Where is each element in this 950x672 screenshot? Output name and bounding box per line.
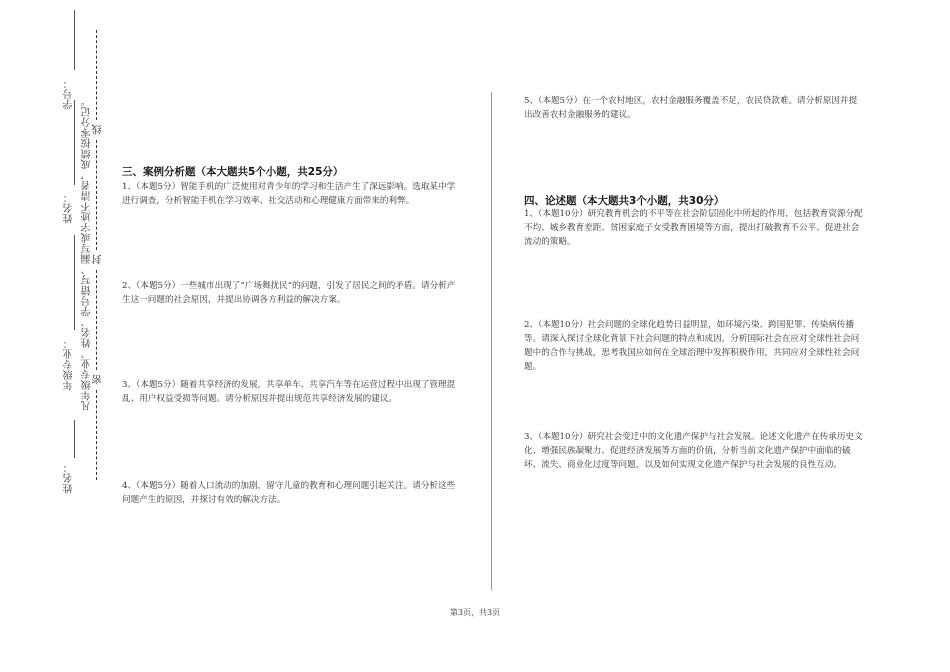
binding-notice: 凡年级专业、姓名、学号错写、漏写或字迹不清者，成绩按零分记。 <box>82 96 93 411</box>
case-question-3: 3、（本题5分）随着共享经济的发展，共享单车、共享汽车等在运营过程中出现了管理混乱、用户权益受损等问题。请分析原因并提出规范共享经济发展的建议。 <box>122 380 456 404</box>
seal-line-bottom <box>96 390 97 480</box>
case-question-5: 5、（本题5分）在一个农村地区，农村金融服务覆盖不足，农民贷款难。请分析原因并提出改善农村金融服务的建议。 <box>524 96 858 120</box>
seal-xian: 线 <box>93 124 104 135</box>
seal-feng: 封 <box>93 254 104 265</box>
page-footer: 第3页，共3页 <box>449 608 501 617</box>
essay-question-2: 2、（本题10分）社会问题的全球化趋势日益明显，如环境污染、跨国犯罪、传染病传播等。请深入探讨全球化背景下社会问题的特点和成因，分析国际社会在应对全球性社会问题中的合作与挑战，思考我国应如何在全球治理中发挥积极作用，共同应对全球性社会问题。 <box>524 320 860 372</box>
fill-line-name <box>74 100 75 185</box>
seal-line-top <box>96 30 97 120</box>
binding-margin <box>0 0 120 672</box>
fill-line-school <box>74 420 75 458</box>
school-label: 姓名： <box>64 462 75 494</box>
section4-title: 四、论述题（本大题共3个小题，共30分） <box>524 195 725 207</box>
seal-line-mid <box>96 140 97 250</box>
essay-question-1: 1、（本题10分）研究教育机会的不平等在社会阶层固化中所起的作用，包括教育资源分配不均、城乡教育差距、贫困家庭子女受教育困境等方面，提出打破教育不公平、促进社会流动的策略。 <box>524 209 863 247</box>
student-id-label: 学号： <box>64 78 75 110</box>
name-label: 姓名： <box>64 192 75 224</box>
case-question-2: 2、（本题5分）一些城市出现了“广场舞扰民”的问题，引发了居民之间的矛盾。请分析产生这一问题的社会原因，并提出协调各方利益的解决方案。 <box>122 281 456 305</box>
major-label: 年级专业： <box>64 338 75 391</box>
seal-mi: 密 <box>93 374 104 385</box>
essay-question-3: 3、（本题10分）研究社会变迁中的文化遗产保护与社会发展。论述文化遗产在传承历史文化、增强民族凝聚力、促进经济发展等方面的价值，分析当前文化遗产保护中面临的破坏、流失、商业化过度等问题，以及如何实现文化遗产保护与社会发展的良性互动。 <box>524 432 863 470</box>
case-question-1: 1、（本题5分）智能手机的广泛使用对青少年的学习和生活产生了深远影响。选取某中学进行调查，分析智能手机在学习效率、社交活动和心理健康方面带来的利弊。 <box>122 182 456 206</box>
case-question-4: 4、（本题5分）随着人口流动的加剧，留守儿童的教育和心理问题引起关注。请分析这些问题产生的原因，并探讨有效的解决方法。 <box>122 481 456 505</box>
seal-line-lower <box>96 270 97 370</box>
column-divider <box>491 92 492 590</box>
fill-line-id <box>74 10 75 70</box>
fill-line-major <box>74 235 75 330</box>
section3-title: 三、案例分析题（本大题共5个小题，共25分） <box>122 166 344 178</box>
